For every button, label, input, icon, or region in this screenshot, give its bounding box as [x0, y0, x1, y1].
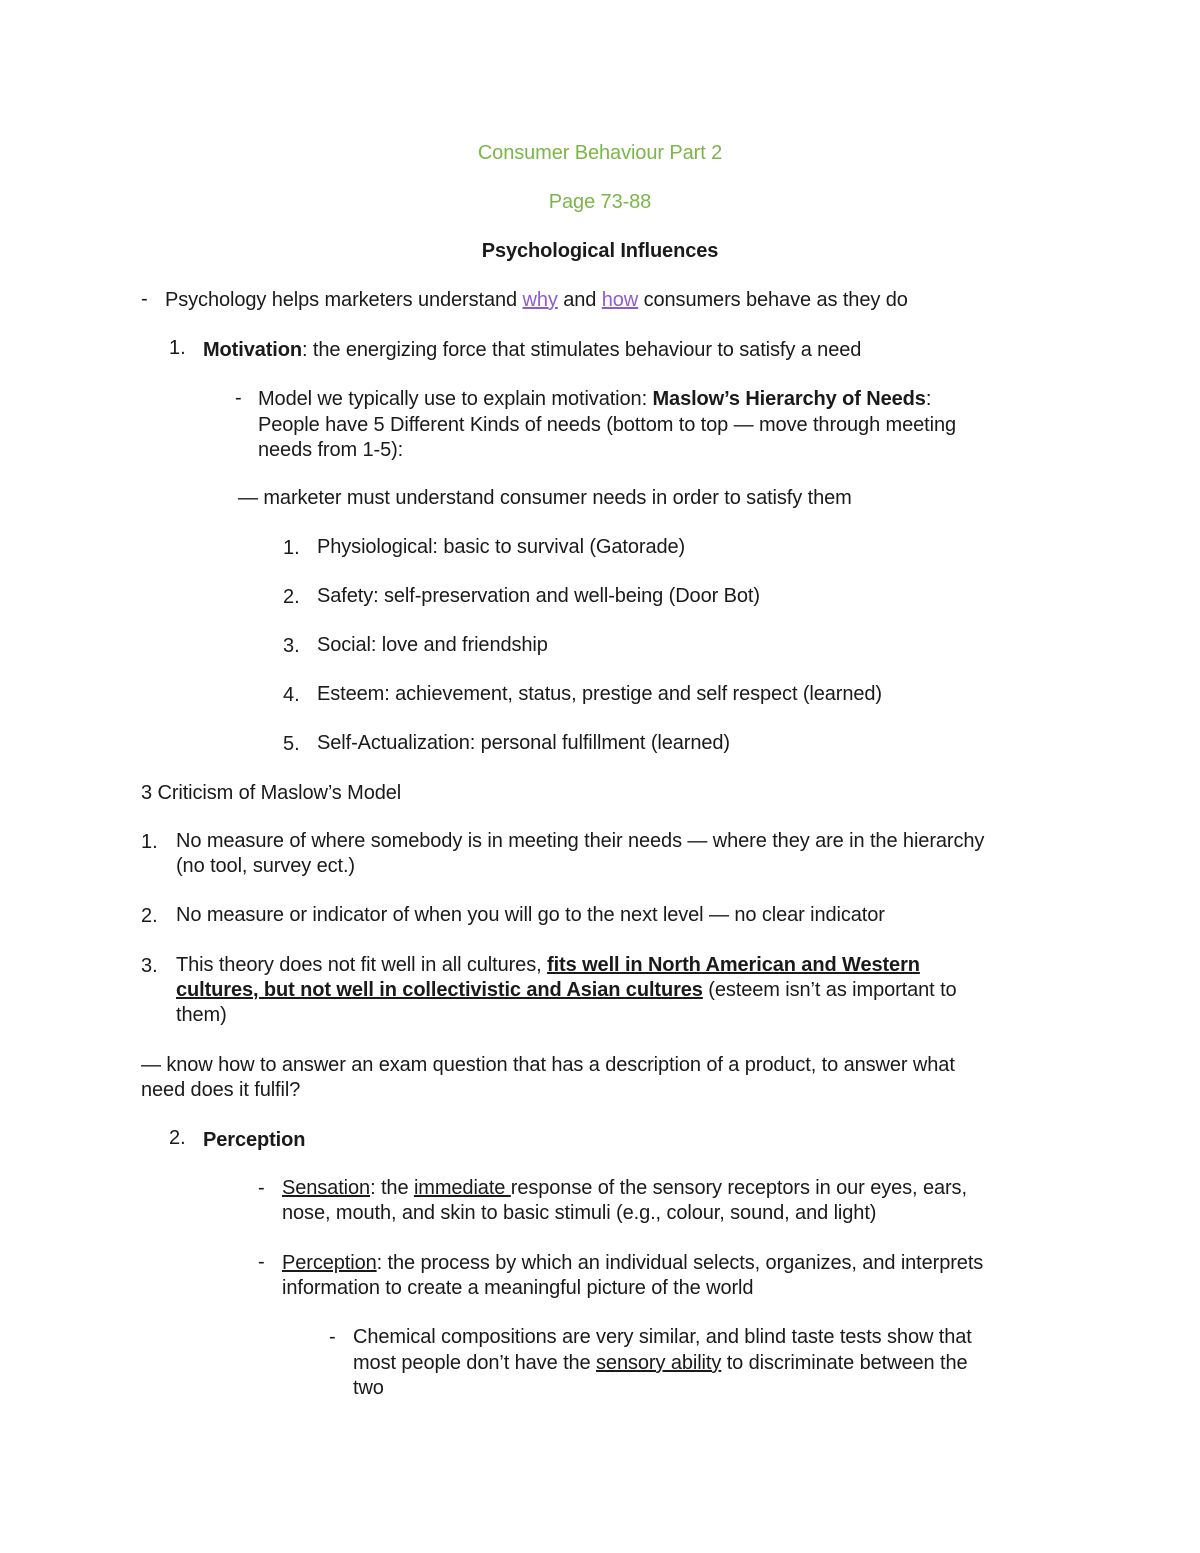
why-link[interactable]: why	[522, 289, 558, 311]
sensory-ability-term: sensory ability	[596, 1352, 722, 1374]
culture-emphasis: fits well in North American and Western	[547, 954, 920, 976]
need-item: Safety: self-preservation and well-being (Door Bot)	[317, 585, 760, 607]
list-number: 1.	[283, 537, 300, 559]
criticism-item: This theory does not fit well in all cultures, fits well in North American and Western	[176, 954, 920, 976]
bullet-marker: -	[141, 288, 148, 310]
criticism-item-cont: them)	[176, 1004, 227, 1026]
maslow-model-line-2: People have 5 Different Kinds of needs (bottom to top — move through meeting	[258, 414, 957, 436]
maslow-model-line-3: needs from 1-5):	[258, 439, 404, 461]
bullet-marker: -	[329, 1326, 336, 1348]
list-number: 1.	[169, 337, 186, 359]
maslow-model-line: Model we typically use to explain motivation: Maslow’s Hierarchy of Needs:	[258, 388, 932, 410]
exam-note: — know how to answer an exam question that has a description of a product, to answer what	[141, 1054, 955, 1076]
criticism-item-cont: (no tool, survey ect.)	[176, 855, 355, 877]
need-item: Self-Actualization: personal fulfillment (learned)	[317, 732, 730, 754]
criticism-item-cont: cultures, but not well in collectivistic and Asian cultures (esteem isn’t as important to	[176, 979, 957, 1001]
bullet-marker: -	[258, 1177, 265, 1199]
perception-definition: Perception: the process by which an individual selects, organizes, and interprets	[282, 1252, 984, 1274]
maslow-term: Maslow’s Hierarchy of Needs	[652, 388, 926, 410]
chemical-note: Chemical compositions are very similar, and blind taste tests show that	[353, 1326, 972, 1348]
page-range: Page 73-88	[548, 191, 652, 213]
criticism-item: No measure of where somebody is in meeting their needs — where they are in the hierarchy	[176, 830, 985, 852]
intro-line: Psychology helps marketers understand why and how consumers behave as they do	[165, 289, 908, 311]
immediate-term: immediate	[413, 1177, 511, 1199]
motivation-term: Motivation	[203, 339, 302, 361]
culture-emphasis: cultures, but not well in collectivistic and Asian cultures	[176, 979, 703, 1001]
bullet-marker: -	[258, 1251, 265, 1273]
document-title: Consumer Behaviour Part 2	[477, 142, 723, 164]
motivation-definition: Motivation: the energizing force that stimulates behaviour to satisfy a need	[203, 339, 862, 361]
criticism-heading: 3 Criticism of Maslow’s Model	[141, 782, 402, 804]
list-number: 3.	[141, 955, 158, 977]
need-item: Social: love and friendship	[317, 634, 548, 656]
bullet-marker: -	[235, 387, 242, 409]
criticism-item: No measure or indicator of when you will go to the next level — no clear indicator	[176, 904, 885, 926]
perception-heading: Perception	[203, 1129, 306, 1151]
perception-term: Perception	[282, 1252, 377, 1274]
list-number: 2.	[169, 1127, 186, 1149]
list-number: 2.	[283, 586, 300, 608]
chemical-note-cont: two	[353, 1377, 384, 1399]
sensation-term: Sensation	[282, 1177, 371, 1199]
perception-definition-cont: information to create a meaningful picture of the world	[282, 1277, 754, 1299]
exam-note-cont: need does it fulfil?	[141, 1079, 301, 1101]
list-number: 4.	[283, 684, 300, 706]
list-number: 2.	[141, 905, 158, 927]
chemical-note-cont: most people don’t have the sensory ability to discriminate between the	[353, 1352, 968, 1374]
marketer-note: — marketer must understand consumer needs in order to satisfy them	[238, 487, 852, 509]
need-item: Physiological: basic to survival (Gatorade)	[317, 536, 686, 558]
sensation-definition: Sensation: the immediate response of the sensory receptors in our eyes, ears,	[282, 1177, 967, 1199]
need-item: Esteem: achievement, status, prestige and self respect (learned)	[317, 683, 882, 705]
list-number: 1.	[141, 831, 158, 853]
how-link[interactable]: how	[601, 289, 639, 311]
sensation-definition-cont: nose, mouth, and skin to basic stimuli (e.g., colour, sound, and light)	[282, 1202, 877, 1224]
list-number: 3.	[283, 635, 300, 657]
section-heading: Psychological Influences	[481, 240, 719, 262]
list-number: 5.	[283, 733, 300, 755]
